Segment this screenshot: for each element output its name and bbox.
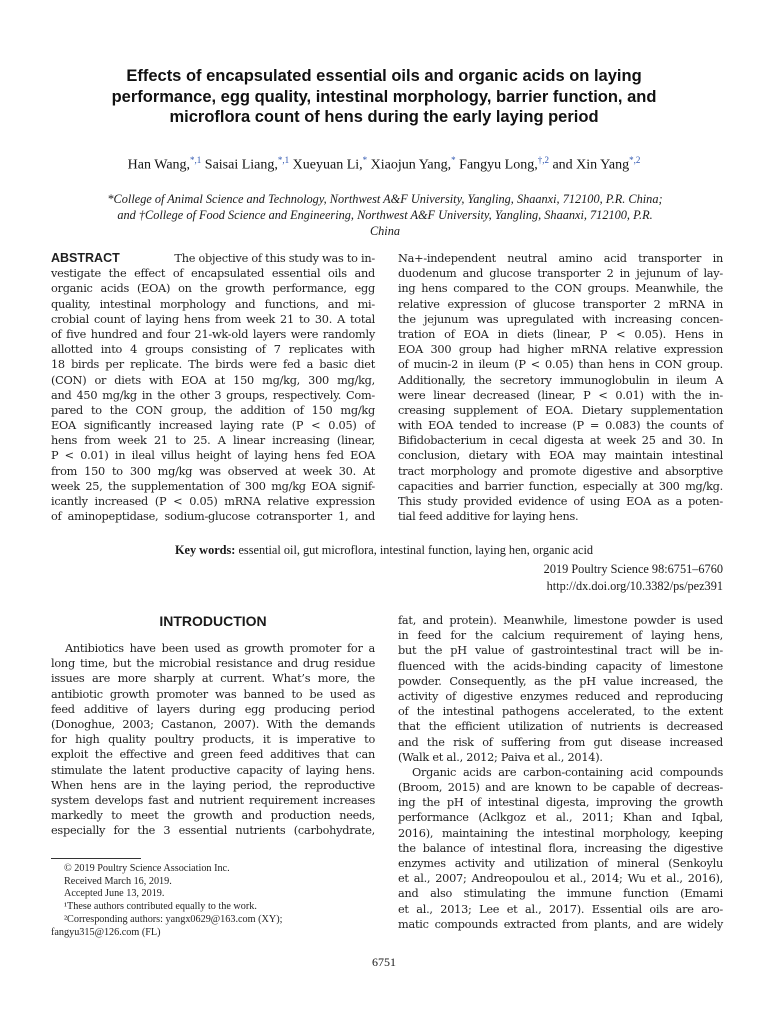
author-name: Han Wang,: [127, 157, 191, 173]
text-line: tration of EOA in diets (linear, P < 0.05). Hens in: [398, 327, 723, 341]
text-line: performance (Aclkgoz et al., 2011; Khan and Iqbal,: [398, 811, 723, 825]
text-line: pared to the CON group, the addition of 150 mg/kg: [51, 403, 375, 417]
text-line: ing the pH of intestinal digesta, improving the growth: [398, 796, 723, 810]
journal-citation: 2019 Poultry Science 98:6751–6760: [543, 562, 723, 576]
paper-title: [60, 66, 708, 128]
text-line: (Broom, 2015) and are known to be capable of decreas-: [398, 781, 723, 795]
footnote-rule: [51, 858, 141, 859]
page-number: 6751: [372, 955, 396, 969]
footnotes: [51, 863, 375, 939]
text-line: EOA 300 group had higher mRNA relative expression: [398, 343, 723, 357]
doi-link[interactable]: http://dx.doi.org/10.3382/ps/pez391: [546, 579, 723, 593]
text-line: creasing supplement of EOA. Dietary supplementation: [398, 403, 723, 417]
text-line: of five hundred and four 21-wk-old layers were randomly: [51, 327, 375, 341]
text-line: 18 birds per replicate. The birds were fed a basic diet: [51, 358, 375, 372]
introduction-right-column: [398, 613, 723, 932]
text-line: conclusion, dietary with EOA may maintain intestinal: [398, 449, 723, 463]
keywords-text: essential oil, gut microflora, intestinal function, laying hen, organic acid: [235, 543, 594, 557]
author-mark: †,2: [537, 155, 549, 165]
text-line: hens from week 21 to 25. A linear increasing (linear,: [51, 434, 375, 448]
text-line: matic compounds extracted from plants, and are widely: [398, 917, 723, 931]
text-line: relative expression of glucose transporter 2 mRNA in: [398, 297, 723, 311]
text-line: P < 0.01) in ileal villus height of laying hens fed EOA: [51, 449, 375, 463]
text-line: of mucin-2 in ileum (P < 0.05) than hens in CON group.: [398, 358, 723, 372]
text-line: ing hens compared to the CON groups. Meanwhile, the: [398, 282, 723, 296]
text-line: This study provided evidence of using EOA as a poten-: [398, 495, 723, 508]
text-line: the balance of intestinal flora, increasing the digestive: [398, 841, 723, 855]
text-line: feed additive of layers during egg producing period: [51, 702, 375, 716]
text-line: of aminopeptidase, sodium-glucose cotransporter 1, and: [51, 510, 375, 524]
text-line: enzymes activity and utilization of mineral (Senkoylu: [398, 857, 723, 870]
text-line: allotted into 4 groups consisting of 7 replicates with: [51, 343, 375, 357]
text-line: icantly increased (P < 0.05) mRNA relative expression: [51, 495, 375, 508]
author-list: [0, 155, 768, 174]
keywords: [0, 543, 768, 558]
keywords-label: Key words:: [174, 543, 236, 557]
author-name: Xiaojun Yang,: [370, 157, 452, 173]
author-name: Fangyu Long,: [459, 157, 538, 173]
text-line: from 150 to 300 mg/kg was observed at week 30. At: [51, 464, 375, 478]
introduction-heading: INTRODUCTION: [159, 613, 267, 629]
text-line: that the efficient utilization of nutrients is decreased: [398, 720, 723, 734]
title-line: Effects of encapsulated essential oils and organic acids on laying: [126, 67, 642, 85]
author-mark: *: [451, 155, 456, 165]
footnote-copyright: © 2019 Poultry Science Association Inc.: [64, 863, 230, 874]
affiliations: [40, 191, 730, 239]
text-line: organic acids (EOA) on the growth performance, egg: [51, 282, 375, 296]
text-line: et al., 2013; Lee et al., 2017). Essential oils are aro-: [398, 902, 723, 916]
text-line: crobial count of laying hens from week 21 to 30. A total: [51, 312, 375, 326]
author-mark: *,2: [629, 155, 641, 165]
text-line: fluenced with the acids-binding capacity of limestone: [398, 659, 723, 673]
title-line: performance, egg quality, intestinal morphology, barrier function, and: [111, 87, 657, 106]
text-line: Organic acids are carbon-containing acid compounds: [412, 765, 723, 779]
text-line: Additionally, the secretory immunoglobulin in ileum A: [398, 373, 723, 387]
text-line: duodenum and glucose transporter 2 in jejunum of lay-: [398, 267, 723, 281]
text-line: (Walk et al., 2012; Paiva et al., 2014).: [398, 750, 603, 764]
text-line: in feed for the calcium requirement of laying hens,: [398, 629, 723, 643]
affiliation-line: *College of Animal Science and Technology, Northwest A&F University, Yangling, Shaanxi, 712100, P.R. China;: [107, 192, 663, 206]
text-line: especially for the 3 essential nutrients (carbohydrate,: [51, 824, 375, 838]
text-line: vestigate the effect of encapsulated essential oils and: [51, 267, 375, 281]
text-line: et al., 2007; Andreopoulou et al., 2014; Wu et al., 2016),: [398, 872, 723, 886]
abstract-right-column: [398, 251, 723, 524]
text-line: exploit the effective and green feed additives that can: [51, 748, 375, 762]
author-mark: *,1: [190, 155, 202, 165]
footnote-corresponding-cont: fangyu315@126.com (FL): [51, 926, 161, 938]
title-line: microflora count of hens during the early laying period: [169, 108, 599, 126]
text-line: 2016), maintaining the intestinal morphology, keeping: [398, 826, 723, 840]
author-mark: *,1: [277, 155, 290, 165]
text-line: and also stimulating the immune function (Emami: [398, 887, 723, 901]
text-line: Bifidobacterium in cecal digesta at week 25 and 30. In: [398, 434, 723, 448]
text-line: EOA significantly increased laying rate (P < 0.05) of: [51, 419, 375, 433]
text-line: fat, and protein). Meanwhile, limestone powder is used: [398, 614, 723, 627]
text-line: for high quality poultry products, it is imperative to: [51, 733, 375, 747]
author-name: Xueyuan Li,: [292, 157, 363, 173]
introduction-left-column: [51, 641, 375, 838]
abstract-left-column: [51, 251, 375, 524]
text-line: (CON) or diets with EOA at 150 mg/kg, 300 mg/kg,: [51, 373, 375, 387]
affiliation-line: and †College of Food Science and Engineering, Northwest A&F University, Yangling, Shaanxi, 712100, P.R.: [117, 208, 653, 222]
text-line: stimulate the latent productive capacity of laying hens.: [51, 763, 375, 777]
affiliation-line: China: [369, 224, 401, 238]
text-line: markedly to meet the growth and production needs,: [51, 809, 375, 823]
text-line: of the intestinal pathogens accelerated, to the extent: [398, 705, 723, 719]
text-line: and 450 mg/kg in the other 3 groups, respectively. Com-: [51, 388, 375, 402]
text-line: but the pH value of gastrointestinal tract will be in-: [398, 644, 723, 658]
text-line: Na+-independent neutral amino acid transporter in: [398, 252, 723, 265]
text-line: activity of digestive enzymes reduced and reproducing: [398, 689, 723, 703]
text-line: with EOA tended to increase (P = 0.083) the counts of: [398, 419, 723, 433]
text-line: were linear decreased (linear, P < 0.01) with the in-: [398, 388, 723, 402]
text-line: (Donoghue, 2003; Castanon, 2007). With the demands: [51, 717, 375, 731]
text-line: antibiotic growth promoter was banned to be used as: [51, 687, 375, 701]
citation-block: [544, 561, 723, 595]
text-line: and the risk of suffering from gut disease increased: [398, 735, 723, 749]
abstract-heading: ABSTRACT: [51, 251, 120, 265]
footnote-corresponding: ²Corresponding authors: yangx0629@163.com (XY);: [64, 913, 283, 925]
text-line: long time, but the microbial resistance and drug residue: [51, 657, 375, 671]
text-line: tract morphology and promote digestive and absorptive: [398, 464, 723, 478]
text-line: the jejunum was upregulated with increasing concen-: [398, 312, 723, 326]
footnote-equal-contribution: ¹These authors contributed equally to the work.: [64, 901, 257, 913]
text-line: quality, intestinal morphology and functions, and mi-: [51, 297, 375, 311]
author-name: and Xin Yang: [552, 157, 630, 173]
text-line: week 25, the supplementation of 300 mg/kg EOA signif-: [51, 479, 375, 493]
text-line: Antibiotics have been used as growth promoter for a: [65, 642, 375, 655]
text-line: capacities and barrier function, especially at 300 mg/kg.: [398, 479, 723, 493]
text-line: powder. Consequently, as the pH value increased, the: [398, 674, 723, 688]
footnote-accepted: Accepted June 13, 2019.: [64, 888, 165, 900]
author-name: Saisai Liang,: [204, 157, 278, 173]
author-mark: *: [362, 155, 368, 165]
text-line: issues are more sharply at current. What’s more, the: [51, 672, 375, 686]
text-line: When hens are in the laying period, the reproductive: [51, 778, 375, 792]
text-line: tial feed additive for laying hens.: [398, 510, 579, 524]
text-line: [51, 251, 375, 266]
text-line: system develops fast and nutrient requirement increases: [51, 793, 375, 807]
text-line: The objective of this study was to in-: [174, 252, 375, 265]
footnote-received: Received March 16, 2019.: [64, 875, 172, 887]
